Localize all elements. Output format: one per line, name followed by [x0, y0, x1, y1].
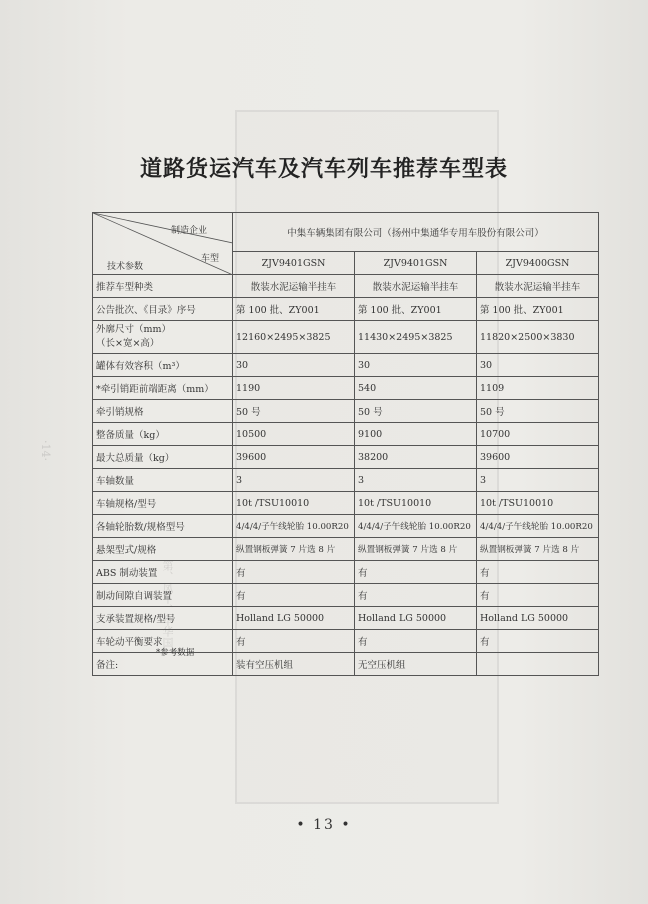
row-value: 纵置钢板弹簧 7 片选 8 片 — [477, 538, 599, 561]
row-value: 散装水泥运输半挂车 — [477, 275, 599, 298]
row-value: 3 — [477, 469, 599, 492]
row-value: 4/4/4/子午线轮胎 10.00R20 — [477, 515, 599, 538]
header-row-manufacturer — [93, 213, 599, 252]
row-label: 车轮动平衡要求 — [93, 630, 233, 653]
row-value: 有 — [233, 584, 355, 607]
manufacturer-label: 制造企业 — [171, 226, 208, 236]
row-value: 10t /TSU10010 — [355, 492, 477, 515]
table-row — [93, 400, 599, 423]
table-row — [93, 584, 599, 607]
row-label: *牵引销距前端距离（mm） — [93, 377, 233, 400]
table-row — [93, 607, 599, 630]
row-value: 有 — [477, 630, 599, 653]
row-value: Holland LG 50000 — [233, 607, 355, 630]
row-value: 无空压机组 — [355, 653, 477, 676]
row-value: 12160×2495×3825 — [233, 321, 355, 354]
table-row — [93, 423, 599, 446]
row-value: 第 100 批、ZY001 — [233, 298, 355, 321]
row-label: 牵引销规格 — [93, 400, 233, 423]
row-label: 整备质量（kg） — [93, 423, 233, 446]
page-number: • 13 • — [296, 817, 352, 833]
row-value: Holland LG 50000 — [355, 607, 477, 630]
row-value: 纵置钢板弹簧 7 片选 8 片 — [233, 538, 355, 561]
table-row — [93, 561, 599, 584]
model-label: 车型 — [201, 254, 220, 264]
row-value: 有 — [477, 584, 599, 607]
row-label: 支承装置规格/型号 — [93, 607, 233, 630]
row-label-line-2: （长×宽×高） — [96, 338, 160, 349]
row-value: 3 — [233, 469, 355, 492]
row-value: 有 — [233, 561, 355, 584]
page-title: 道路货运汽车及汽车列车推荐车型表 — [139, 156, 508, 182]
row-value: 10700 — [477, 423, 599, 446]
row-label-line-1: 外廓尺寸（mm） — [96, 324, 172, 335]
row-value: 30 — [477, 354, 599, 377]
row-value: 30 — [233, 354, 355, 377]
row-value: 散装水泥运输半挂车 — [355, 275, 477, 298]
row-value: 有 — [355, 630, 477, 653]
row-value: 10t /TSU10010 — [233, 492, 355, 515]
table-row — [93, 469, 599, 492]
row-value: 11820×2500×3830 — [477, 321, 599, 354]
table-row — [93, 515, 599, 538]
row-value: 4/4/4/子午线轮胎 10.00R20 — [233, 515, 355, 538]
row-value: 39600 — [233, 446, 355, 469]
diagonal-header-cell — [93, 213, 233, 275]
row-label: 车轴规格/型号 — [93, 492, 233, 515]
row-value: 38200 — [355, 446, 477, 469]
row-value: 第 100 批、ZY001 — [477, 298, 599, 321]
table-row — [93, 492, 599, 515]
row-value: Holland LG 50000 — [477, 607, 599, 630]
row-value: 10t /TSU10010 — [477, 492, 599, 515]
table-row — [93, 275, 599, 298]
row-label: 推荐车型种类 — [93, 275, 233, 298]
row-label: ABS 制动装置 — [93, 561, 233, 584]
row-value: 50 号 — [233, 400, 355, 423]
row-value: 30 — [355, 354, 477, 377]
row-value: 有 — [355, 584, 477, 607]
row-value: 装有空压机组 — [233, 653, 355, 676]
bleed-through-page-mark: ·14· — [39, 440, 52, 461]
row-label — [93, 321, 233, 354]
row-label: 车轴数量 — [93, 469, 233, 492]
row-value: 有 — [355, 561, 477, 584]
row-label: 悬架型式/规格 — [93, 538, 233, 561]
row-value: 1190 — [233, 377, 355, 400]
row-value: 50 号 — [355, 400, 477, 423]
row-value: 11430×2495×3825 — [355, 321, 477, 354]
row-value: 50 号 — [477, 400, 599, 423]
model-3: ZJV9400GSN — [477, 252, 599, 275]
row-value: 1109 — [477, 377, 599, 400]
model-2: ZJV9401GSN — [355, 252, 477, 275]
row-value: 有 — [477, 561, 599, 584]
table-row — [93, 321, 599, 354]
table-row — [93, 446, 599, 469]
row-label: 罐体有效容积（m³） — [93, 354, 233, 377]
row-value: 540 — [355, 377, 477, 400]
row-value: 9100 — [355, 423, 477, 446]
row-value: 散装水泥运输半挂车 — [233, 275, 355, 298]
table-row — [93, 354, 599, 377]
row-label: 制动间隙自调装置 — [93, 584, 233, 607]
row-value: 3 — [355, 469, 477, 492]
row-label: 公告批次、《目录》序号 — [93, 298, 233, 321]
spec-table — [92, 212, 599, 676]
manufacturer-value: 中集车辆集团有限公司（扬州中集通华专用车股份有限公司） — [233, 213, 599, 252]
row-value: 纵置钢板弹簧 7 片选 8 片 — [355, 538, 477, 561]
row-label: 各轴轮胎数/规格型号 — [93, 515, 233, 538]
row-value: 39600 — [477, 446, 599, 469]
row-label: 备注: — [93, 653, 233, 676]
row-value: 第 100 批、ZY001 — [355, 298, 477, 321]
row-value — [477, 653, 599, 676]
row-label: 最大总质量（kg） — [93, 446, 233, 469]
table-row — [93, 377, 599, 400]
row-value: 4/4/4/子午线轮胎 10.00R20 — [355, 515, 477, 538]
model-1: ZJV9401GSN — [233, 252, 355, 275]
tech-label: 技术参数 — [107, 262, 144, 272]
row-value: 10500 — [233, 423, 355, 446]
table-row — [93, 298, 599, 321]
table-row — [93, 538, 599, 561]
bleed-through-text: 第、凤丫、华华国 — [161, 560, 174, 648]
footnote: *参考数据 — [156, 648, 195, 658]
row-value: 有 — [233, 630, 355, 653]
